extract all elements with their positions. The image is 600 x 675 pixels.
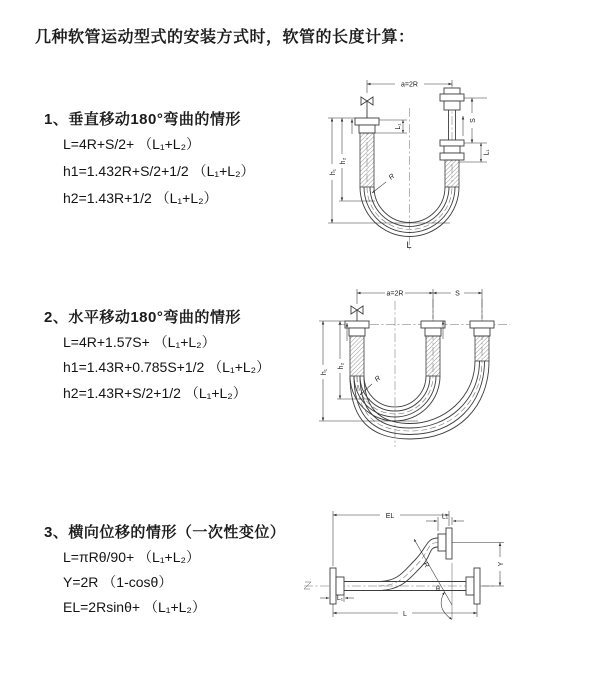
formula-el: EL=2Rsinθ+ （L₁+L₂）: [63, 599, 206, 615]
valve-icon: [351, 306, 363, 321]
flange-upper: [438, 528, 452, 559]
page-title: 几种软管运动型式的安装方式时，软管的长度计算：: [35, 29, 415, 46]
formula-y: Y=2R （1-cosθ）: [63, 574, 173, 590]
section-1-heading: 1、垂直移动180°弯曲的情形: [44, 111, 241, 128]
section-3-heading: 3、横向位移的情形（一次性变位）: [44, 524, 286, 541]
dim-label-h2: h₂: [340, 157, 347, 165]
braided-hose-right: [475, 336, 489, 361]
dim-label-h1: h₁: [330, 168, 337, 176]
formula-h2: h2=1.43R+S/2+1/2 （L₁+L₂）: [63, 385, 247, 401]
diagram-horizontal-180-bend: [310, 281, 595, 453]
dim-s: [433, 289, 482, 319]
formula-h1: h1=1.43R+0.785S+1/2 （L₁+L₂）: [63, 359, 271, 375]
flange-middle: [421, 321, 445, 336]
formula-l: L=4R+1.57S+ （L₁+L₂）: [63, 334, 216, 350]
flange-right: [466, 568, 480, 604]
dim-a2r: [367, 80, 452, 93]
formula-l: L=πRθ/90+ （L₁+L₂）: [63, 549, 200, 565]
valve-icon: [361, 97, 373, 118]
dim-label-s: S: [470, 118, 477, 123]
dim-label-l: L: [403, 611, 407, 618]
dim-label-a2r: a=2R: [386, 290, 404, 298]
radius-callout: [360, 375, 382, 395]
hose-u-bend-displaced: [350, 361, 489, 439]
diagram-lateral-displacement: [300, 505, 520, 640]
dim-label-l1: L₁: [441, 513, 449, 521]
radius-callout: [372, 173, 396, 193]
braided-hose-left: [360, 133, 374, 187]
dim-label-r: R: [421, 561, 430, 570]
formula-h2: h2=1.43R+1/2 （L₁+L₂）: [63, 190, 218, 206]
braided-hose-right: [445, 160, 459, 187]
dim-label-r: R: [387, 172, 397, 182]
dim-l1-top: [426, 514, 464, 532]
dim-label-el: EL: [385, 513, 395, 520]
dim-label-l: L: [406, 240, 412, 250]
flange-left: [345, 321, 369, 336]
centerline-break-icon: [304, 582, 311, 589]
formula-h1: h1=1.432R+S/2+1/2 （L₁+L₂）: [63, 163, 255, 179]
dim-label-s: S: [455, 290, 460, 298]
dim-label-l1: L₁: [336, 595, 344, 602]
dim-s: [464, 98, 487, 143]
section-2-heading: 2、水平移动180°弯曲的情形: [44, 309, 241, 326]
braided-hose-left: [350, 336, 364, 376]
flange-left: [355, 118, 379, 133]
braided-hose-middle: [426, 336, 440, 376]
dim-label-r: R: [373, 374, 383, 384]
dim-label-l1: L₁: [395, 123, 402, 130]
dim-l: [333, 604, 477, 618]
dim-h1: [328, 118, 450, 223]
dim-label-a2r: a=2R: [401, 81, 418, 89]
flange-right: [470, 321, 494, 336]
dim-label-h1: h₁: [321, 368, 328, 376]
flange-right-top: [440, 88, 464, 110]
flange-right-lower: [440, 140, 464, 160]
dim-label-l1: L₁: [483, 149, 491, 156]
dim-el: [333, 511, 449, 566]
dim-label-y: Y: [498, 561, 505, 567]
dim-label-h2: h₂: [338, 362, 345, 370]
dim-l1-left: [320, 595, 354, 602]
dim-l1-left: [375, 120, 407, 133]
formula-l: L=4R+S/2+ （L₁+L₂）: [63, 136, 201, 152]
diagram-vertical-180-bend: [315, 72, 585, 257]
dim-label-theta: θ: [436, 586, 440, 593]
